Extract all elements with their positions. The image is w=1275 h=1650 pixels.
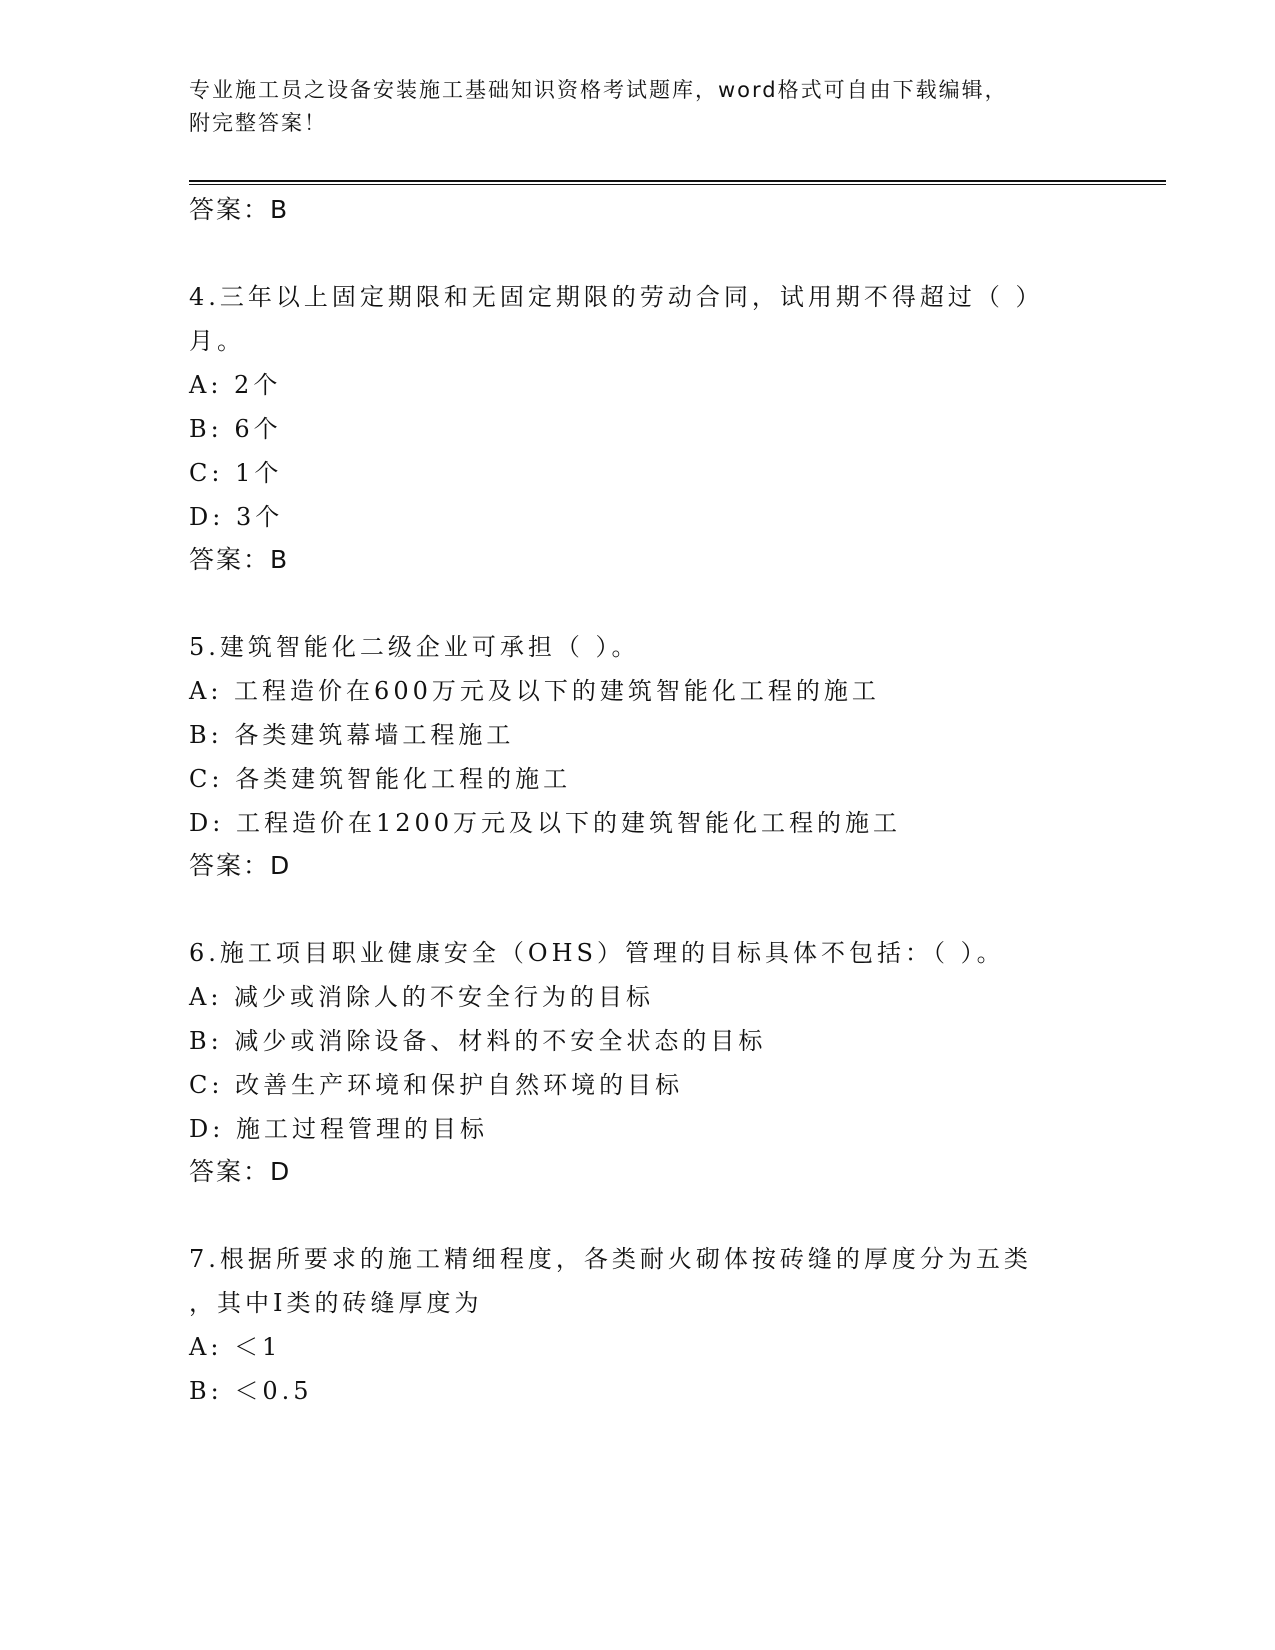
question-5-stem: 5.建筑智能化二级企业可承担（ ）。 xyxy=(189,633,640,661)
question-4-option-a: A: 2个 xyxy=(189,371,282,399)
question-6-option-d: D: 施工过程管理的目标 xyxy=(189,1115,488,1143)
question-6-option-b: B: 减少或消除设备、材料的不安全状态的目标 xyxy=(189,1027,767,1055)
question-5-option-b: B: 各类建筑幕墙工程施工 xyxy=(189,721,515,749)
question-5-option-a: A: 工程造价在600万元及以下的建筑智能化工程的施工 xyxy=(189,677,880,705)
question-7-option-b: B: ＜0.5 xyxy=(189,1377,313,1405)
question-4-stem-line-1: 4.三年以上固定期限和无固定期限的劳动合同，试用期不得超过（ ） xyxy=(189,283,1044,311)
question-5-option-d: D: 工程造价在1200万元及以下的建筑智能化工程的施工 xyxy=(189,809,902,837)
question-5-answer: 答案：D xyxy=(189,851,292,880)
question-7-stem-line-1: 7.根据所要求的施工精细程度，各类耐火砌体按砖缝的厚度分为五类 xyxy=(189,1245,1032,1273)
question-6-answer: 答案：D xyxy=(189,1157,292,1186)
previous-answer: 答案：B xyxy=(189,195,290,224)
question-6-option-c: C: 改善生产环境和保护自然环境的目标 xyxy=(189,1071,684,1099)
question-5-option-c: C: 各类建筑智能化工程的施工 xyxy=(189,765,572,793)
header-line-2: 附完整答案！ xyxy=(189,111,327,135)
question-4-stem-line-2: 月。 xyxy=(189,327,245,355)
question-6-stem: 6.施工项目职业健康安全（OHS）管理的目标具体不包括：（ ）。 xyxy=(189,939,1005,967)
question-4-option-b: B: 6个 xyxy=(189,415,282,443)
header-rule-thin xyxy=(189,184,1166,185)
header-line-1: 专业施工员之设备安装施工基础知识资格考试题库，word格式可自由下载编辑， xyxy=(189,78,1008,102)
question-7-option-a: A: ＜1 xyxy=(189,1333,282,1361)
document-header xyxy=(189,74,1089,140)
question-6-option-a: A: 减少或消除人的不安全行为的目标 xyxy=(189,983,655,1011)
question-4-option-c: C: 1个 xyxy=(189,459,283,487)
question-4-option-d: D: 3个 xyxy=(189,503,284,531)
header-rule-thick xyxy=(189,180,1166,182)
question-7-stem-line-2: ，其中I类的砖缝厚度为 xyxy=(189,1289,483,1317)
question-4-answer: 答案：B xyxy=(189,545,290,574)
